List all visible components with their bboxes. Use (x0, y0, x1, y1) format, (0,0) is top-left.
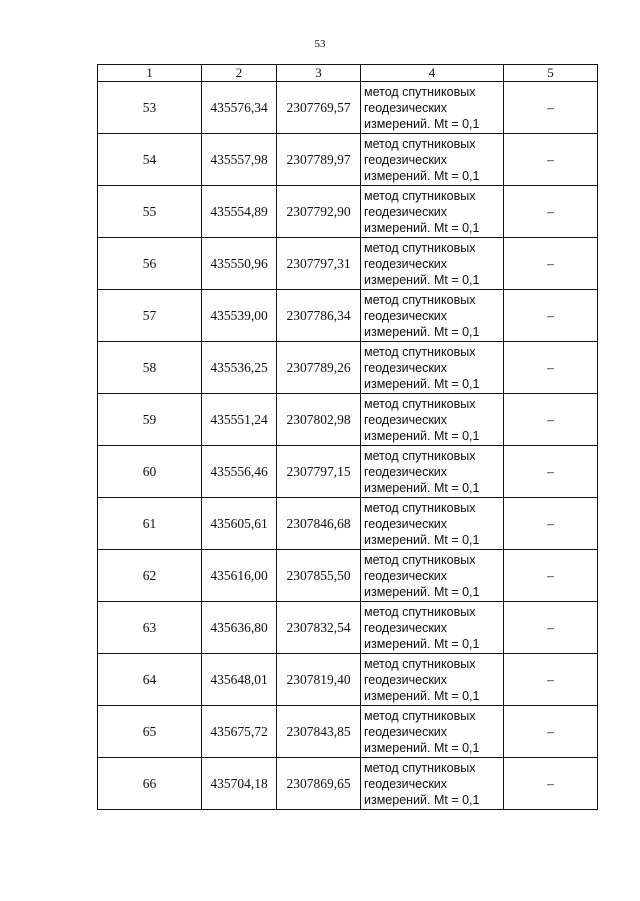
note-cell: – (504, 706, 598, 758)
x-coordinate-cell: 435605,61 (202, 498, 277, 550)
method-line-2: геодезических (364, 204, 448, 219)
note-cell: – (504, 758, 598, 810)
method-line-2: геодезических (364, 464, 448, 479)
table-row (98, 238, 598, 290)
point-number-cell: 63 (98, 602, 202, 654)
note-cell: – (504, 238, 598, 290)
method-line-1: метод спутниковых (364, 552, 476, 567)
header-row (98, 65, 598, 82)
method-line-1: метод спутниковых (364, 136, 476, 151)
method-line-1: метод спутниковых (364, 84, 476, 99)
x-coordinate-cell: 435557,98 (202, 134, 277, 186)
method-cell (361, 498, 504, 550)
table-row (98, 82, 598, 134)
table-row (98, 758, 598, 810)
y-coordinate-cell: 2307789,97 (277, 134, 361, 186)
method-line-1: метод спутниковых (364, 604, 476, 619)
point-number-cell: 65 (98, 706, 202, 758)
method-line-3: измерений. Mt = 0,1 (364, 220, 480, 235)
method-line-2: геодезических (364, 100, 448, 115)
point-number-cell: 56 (98, 238, 202, 290)
method-cell (361, 654, 504, 706)
method-line-3: измерений. Mt = 0,1 (364, 532, 480, 547)
method-line-2: геодезических (364, 620, 448, 635)
method-line-2: геодезических (364, 412, 448, 427)
note-cell: – (504, 342, 598, 394)
x-coordinate-cell: 435704,18 (202, 758, 277, 810)
method-line-1: метод спутниковых (364, 344, 476, 359)
method-line-3: измерений. Mt = 0,1 (364, 376, 480, 391)
method-line-3: измерений. Mt = 0,1 (364, 636, 480, 651)
note-cell: – (504, 550, 598, 602)
y-coordinate-cell: 2307855,50 (277, 550, 361, 602)
table-row (98, 446, 598, 498)
table-row (98, 290, 598, 342)
method-line-3: измерений. Mt = 0,1 (364, 428, 480, 443)
method-line-3: измерений. Mt = 0,1 (364, 324, 480, 339)
method-cell (361, 82, 504, 134)
x-coordinate-cell: 435536,25 (202, 342, 277, 394)
note-cell: – (504, 446, 598, 498)
x-coordinate-cell: 435675,72 (202, 706, 277, 758)
note-cell: – (504, 394, 598, 446)
table-body (98, 82, 598, 810)
note-cell: – (504, 186, 598, 238)
method-line-2: геодезических (364, 256, 448, 271)
method-cell (361, 446, 504, 498)
method-line-2: геодезических (364, 516, 448, 531)
method-cell (361, 394, 504, 446)
table-row (98, 394, 598, 446)
x-coordinate-cell: 435556,46 (202, 446, 277, 498)
method-line-2: геодезических (364, 724, 448, 739)
point-number-cell: 57 (98, 290, 202, 342)
method-line-1: метод спутниковых (364, 448, 476, 463)
y-coordinate-cell: 2307789,26 (277, 342, 361, 394)
method-line-1: метод спутниковых (364, 240, 476, 255)
method-cell (361, 186, 504, 238)
method-line-1: метод спутниковых (364, 396, 476, 411)
x-coordinate-cell: 435539,00 (202, 290, 277, 342)
y-coordinate-cell: 2307846,68 (277, 498, 361, 550)
header-col-5: 5 (504, 65, 598, 82)
method-line-1: метод спутниковых (364, 292, 476, 307)
method-line-1: метод спутниковых (364, 656, 476, 671)
table-row (98, 186, 598, 238)
method-line-3: измерений. Mt = 0,1 (364, 168, 480, 183)
method-line-2: геодезических (364, 568, 448, 583)
x-coordinate-cell: 435576,34 (202, 82, 277, 134)
y-coordinate-cell: 2307769,57 (277, 82, 361, 134)
point-number-cell: 62 (98, 550, 202, 602)
method-line-3: измерений. Mt = 0,1 (364, 480, 480, 495)
method-cell (361, 342, 504, 394)
table-row (98, 498, 598, 550)
point-number-cell: 54 (98, 134, 202, 186)
method-line-2: геодезических (364, 672, 448, 687)
note-cell: – (504, 134, 598, 186)
header-col-4: 4 (361, 65, 504, 82)
table-row (98, 134, 598, 186)
method-cell (361, 706, 504, 758)
note-cell: – (504, 290, 598, 342)
point-number-cell: 66 (98, 758, 202, 810)
method-cell (361, 134, 504, 186)
note-cell: – (504, 82, 598, 134)
table-row (98, 550, 598, 602)
method-line-2: геодезических (364, 152, 448, 167)
note-cell: – (504, 498, 598, 550)
x-coordinate-cell: 435616,00 (202, 550, 277, 602)
table-header (98, 65, 598, 82)
method-cell (361, 758, 504, 810)
method-line-1: метод спутниковых (364, 708, 476, 723)
method-line-2: геодезических (364, 308, 448, 323)
note-cell: – (504, 654, 598, 706)
method-line-2: геодезических (364, 360, 448, 375)
method-cell (361, 238, 504, 290)
header-col-1: 1 (98, 65, 202, 82)
method-cell (361, 290, 504, 342)
note-cell: – (504, 602, 598, 654)
header-col-3: 3 (277, 65, 361, 82)
y-coordinate-cell: 2307832,54 (277, 602, 361, 654)
y-coordinate-cell: 2307819,40 (277, 654, 361, 706)
page-number: 53 (314, 38, 326, 50)
header-col-2: 2 (202, 65, 277, 82)
table-row (98, 342, 598, 394)
method-cell (361, 602, 504, 654)
y-coordinate-cell: 2307843,85 (277, 706, 361, 758)
method-cell (361, 550, 504, 602)
x-coordinate-cell: 435636,80 (202, 602, 277, 654)
point-number-cell: 55 (98, 186, 202, 238)
method-line-1: метод спутниковых (364, 188, 476, 203)
method-line-3: измерений. Mt = 0,1 (364, 792, 480, 807)
y-coordinate-cell: 2307792,90 (277, 186, 361, 238)
method-line-3: измерений. Mt = 0,1 (364, 688, 480, 703)
point-number-cell: 59 (98, 394, 202, 446)
x-coordinate-cell: 435550,96 (202, 238, 277, 290)
x-coordinate-cell: 435551,24 (202, 394, 277, 446)
y-coordinate-cell: 2307797,15 (277, 446, 361, 498)
point-number-cell: 60 (98, 446, 202, 498)
y-coordinate-cell: 2307869,65 (277, 758, 361, 810)
y-coordinate-cell: 2307802,98 (277, 394, 361, 446)
method-line-3: измерений. Mt = 0,1 (364, 272, 480, 287)
method-line-3: измерений. Mt = 0,1 (364, 584, 480, 599)
method-line-3: измерений. Mt = 0,1 (364, 116, 480, 131)
table-row (98, 706, 598, 758)
method-line-1: метод спутниковых (364, 760, 476, 775)
point-number-cell: 58 (98, 342, 202, 394)
method-line-3: измерений. Mt = 0,1 (364, 740, 480, 755)
point-number-cell: 61 (98, 498, 202, 550)
x-coordinate-cell: 435554,89 (202, 186, 277, 238)
x-coordinate-cell: 435648,01 (202, 654, 277, 706)
point-number-cell: 64 (98, 654, 202, 706)
method-line-2: геодезических (364, 776, 448, 791)
coordinates-table (97, 64, 598, 810)
table-row (98, 602, 598, 654)
table-row (98, 654, 598, 706)
y-coordinate-cell: 2307797,31 (277, 238, 361, 290)
point-number-cell: 53 (98, 82, 202, 134)
y-coordinate-cell: 2307786,34 (277, 290, 361, 342)
method-line-1: метод спутниковых (364, 500, 476, 515)
